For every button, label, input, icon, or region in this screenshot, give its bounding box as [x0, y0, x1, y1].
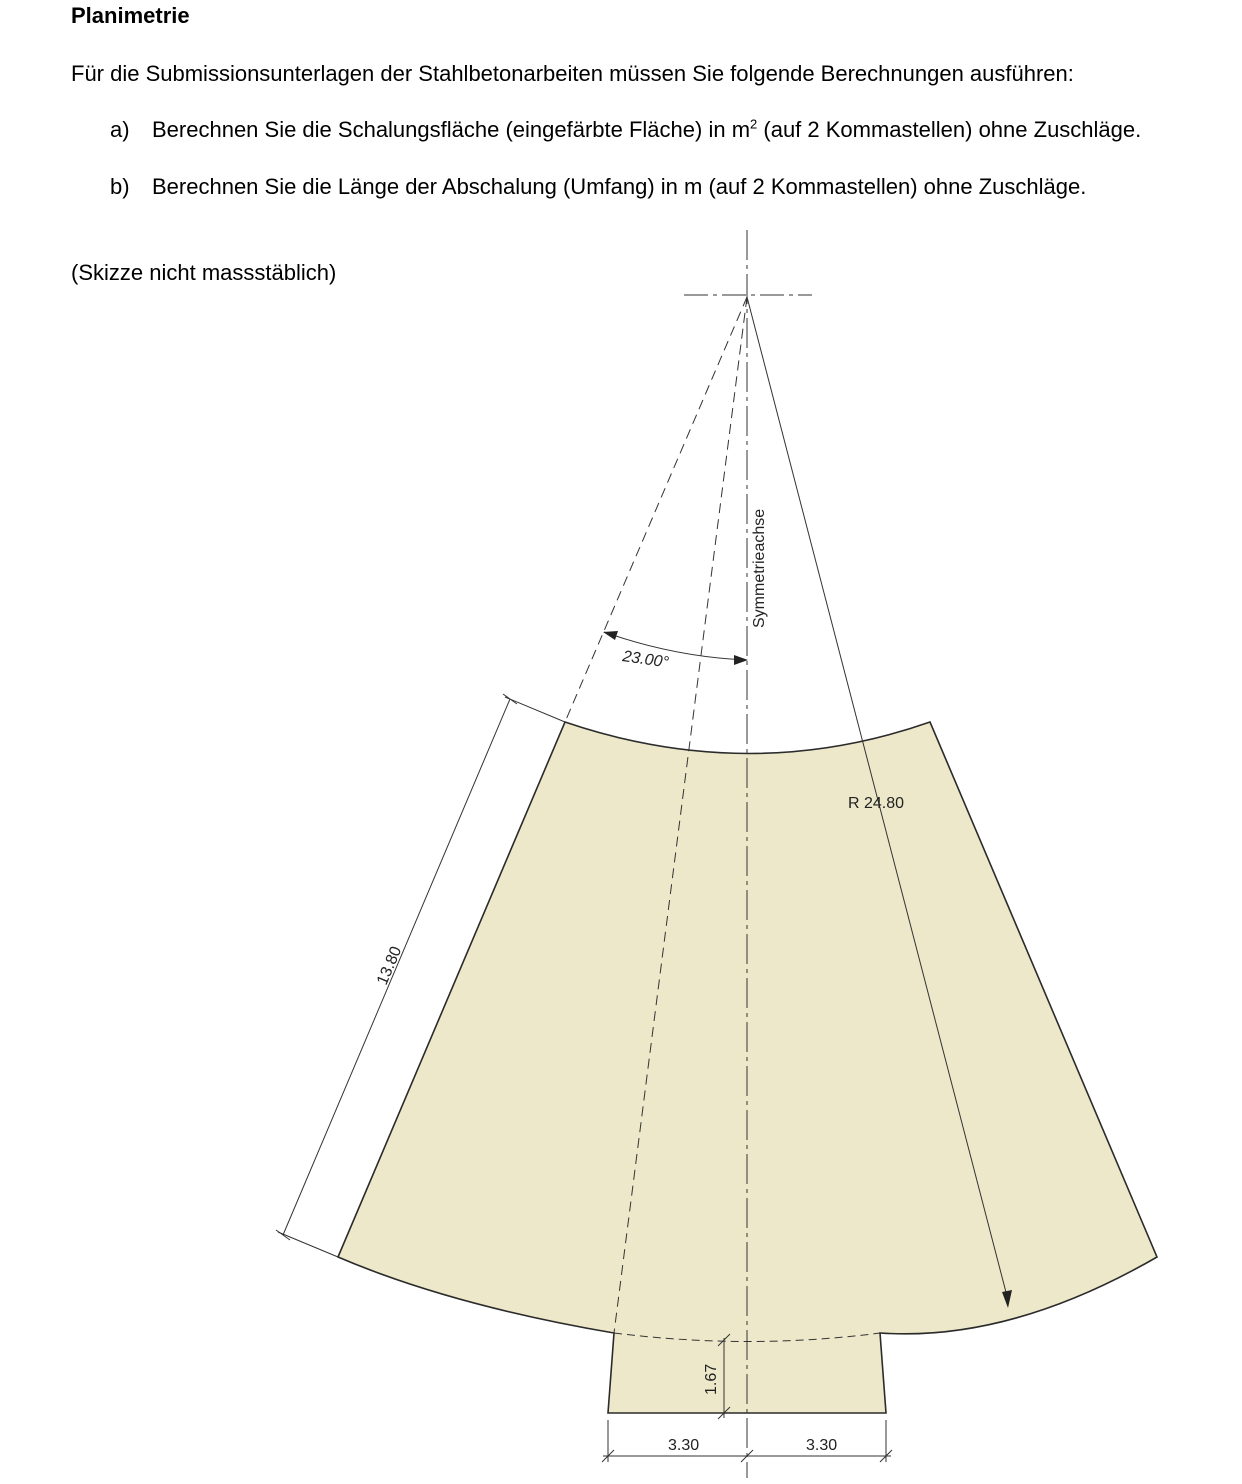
- axis-label: Symmetrieachse: [751, 508, 768, 628]
- scale-note: (Skizze nicht massstäblich): [71, 260, 337, 285]
- angle-label: 23.00°: [621, 648, 670, 672]
- length-extension-top: [505, 697, 565, 722]
- radius-label: R 24.80: [848, 795, 905, 812]
- page-title: Planimetrie: [71, 3, 190, 28]
- intro-text: Für die Submissionsunterlagen der Stahlbetonarbeiten müssen Sie folgende Berechnungen ausführen:: [71, 61, 1074, 86]
- angle-arrowhead-right: [734, 655, 748, 665]
- angle-arrowhead-left: [603, 631, 618, 640]
- width-left-label: 3.30: [668, 1437, 700, 1454]
- length-label: 13.80: [374, 944, 406, 988]
- task-a-text-before: Berechnen Sie die Schalungsfläche (eingefärbte Fläche) in m: [152, 117, 751, 142]
- length-tick-bottom: [276, 1230, 290, 1240]
- width-right-label: 3.30: [806, 1437, 838, 1454]
- task-a-marker: a): [110, 117, 130, 142]
- length-extension-bottom: [278, 1232, 338, 1257]
- length-tick-top: [503, 694, 517, 704]
- task-a-text-after: (auf 2 Kommastellen) ohne Zuschläge.: [757, 117, 1142, 142]
- task-b-text: Berechnen Sie die Länge der Abschalung (Umfang) in m (auf 2 Kommastellen) ohne Zuschläge.: [152, 174, 1087, 199]
- task-a-superscript: 2: [750, 116, 758, 132]
- task-b-marker: b): [110, 174, 130, 199]
- height-label: 1.67: [703, 1363, 720, 1395]
